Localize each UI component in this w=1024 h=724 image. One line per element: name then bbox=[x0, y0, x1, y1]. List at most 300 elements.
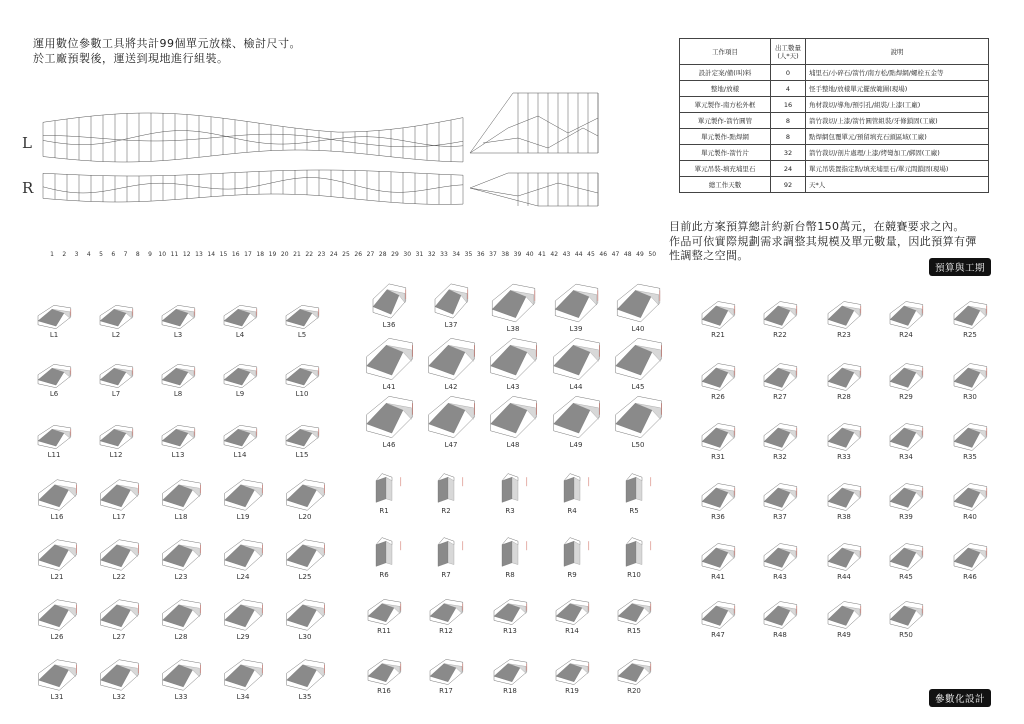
segment-number-ruler bbox=[46, 251, 666, 263]
unit-isometric-drawing bbox=[614, 598, 654, 626]
intro-text bbox=[33, 36, 301, 66]
unit-isometric-drawing bbox=[824, 482, 864, 512]
unit-label: L6 bbox=[49, 390, 59, 398]
unit-isometric-drawing bbox=[34, 304, 74, 330]
unit-label: R16 bbox=[377, 687, 391, 695]
unit-label: L11 bbox=[47, 451, 61, 459]
unit-module bbox=[364, 658, 404, 695]
strip-curve bbox=[43, 113, 463, 132]
unit-module bbox=[614, 534, 654, 579]
unit-module bbox=[282, 658, 328, 701]
unit-module bbox=[490, 470, 530, 515]
unit-module bbox=[96, 363, 136, 398]
unit-isometric-drawing bbox=[361, 394, 417, 440]
strip-curve bbox=[43, 150, 463, 162]
col-header-desc: 說明 bbox=[806, 39, 989, 65]
budget-line-2: 作品可依實際規劃需求調整其規模及單元數量，因此預算有彈 bbox=[669, 234, 977, 248]
segment-number: 28 bbox=[378, 251, 387, 258]
unit-label: L43 bbox=[506, 383, 520, 391]
segment-number: 42 bbox=[550, 251, 559, 258]
segment-number: 17 bbox=[244, 251, 252, 258]
schedule-row bbox=[680, 97, 989, 113]
unit-label: R25 bbox=[963, 331, 977, 339]
unit-module bbox=[485, 336, 541, 391]
unit-label: R10 bbox=[627, 571, 641, 579]
schedule-desc-cell: 埔里石/小碎石/箭竹/南方松/點焊網/螺栓五金等 bbox=[806, 65, 989, 81]
unit-isometric-drawing bbox=[824, 542, 864, 572]
unit-isometric-drawing bbox=[220, 304, 260, 330]
strip-curve bbox=[470, 93, 598, 153]
unit-isometric-drawing bbox=[950, 422, 990, 452]
segment-number: 5 bbox=[99, 251, 103, 258]
unit-label: R35 bbox=[963, 453, 977, 461]
unit-module bbox=[158, 598, 204, 641]
segment-number: 27 bbox=[366, 251, 375, 258]
unit-label: R3 bbox=[505, 507, 515, 515]
unit-module bbox=[96, 598, 142, 641]
unit-module bbox=[698, 542, 738, 581]
schedule-count-cell: 16 bbox=[771, 97, 806, 113]
segment-number: 9 bbox=[148, 251, 152, 258]
unit-label: L23 bbox=[174, 573, 188, 581]
unit-module bbox=[950, 422, 990, 461]
segment-number: 40 bbox=[525, 251, 534, 258]
unit-label: R13 bbox=[503, 627, 517, 635]
schedule-count-cell: 8 bbox=[771, 129, 806, 145]
unit-isometric-drawing bbox=[552, 658, 592, 686]
strip-curve bbox=[470, 183, 598, 196]
unit-isometric-drawing bbox=[158, 424, 198, 450]
schedule-count-cell: 4 bbox=[771, 81, 806, 97]
unit-isometric-drawing bbox=[426, 534, 466, 570]
unit-module bbox=[34, 598, 80, 641]
unit-module bbox=[282, 538, 328, 581]
unit-face-light bbox=[574, 477, 580, 500]
unit-isometric-drawing bbox=[426, 598, 466, 626]
unit-label: L4 bbox=[235, 331, 245, 339]
schedule-count-cell: 24 bbox=[771, 161, 806, 177]
schedule-row bbox=[680, 129, 989, 145]
unit-isometric-drawing bbox=[610, 336, 666, 382]
unit-isometric-drawing bbox=[423, 336, 479, 382]
unit-module bbox=[552, 598, 592, 635]
unit-label: L41 bbox=[382, 383, 396, 391]
unit-label: L18 bbox=[174, 513, 188, 521]
unit-module bbox=[760, 300, 800, 339]
unit-module bbox=[158, 363, 198, 398]
unit-module bbox=[220, 424, 260, 459]
unit-label: L24 bbox=[236, 573, 250, 581]
unit-label: L48 bbox=[506, 441, 520, 449]
col-header-count: 出工數量 (人*天) bbox=[771, 39, 806, 65]
unit-isometric-drawing bbox=[96, 658, 142, 692]
unit-isometric-drawing bbox=[34, 538, 80, 572]
unit-label: R11 bbox=[377, 627, 391, 635]
segment-number: 33 bbox=[440, 251, 448, 258]
unit-face-light bbox=[448, 541, 454, 564]
unit-module bbox=[220, 478, 266, 521]
unit-isometric-drawing bbox=[760, 482, 800, 512]
unit-label: L1 bbox=[49, 331, 59, 339]
unit-isometric-drawing bbox=[886, 600, 926, 630]
segment-number: 30 bbox=[403, 251, 412, 258]
unit-label: R43 bbox=[773, 573, 787, 581]
schedule-desc-cell: 箭竹裁切/剖片處理/上漆/烤彎加工/綁固(工廠) bbox=[806, 145, 989, 161]
unit-isometric-drawing bbox=[485, 394, 541, 440]
unit-module bbox=[361, 394, 417, 449]
unit-module bbox=[886, 422, 926, 461]
unit-label: L45 bbox=[631, 383, 645, 391]
unit-module bbox=[760, 362, 800, 401]
unit-label: R48 bbox=[773, 631, 787, 639]
schedule-header-row bbox=[680, 39, 989, 65]
unit-label: R34 bbox=[899, 453, 913, 461]
unit-label: R38 bbox=[837, 513, 851, 521]
schedule-row bbox=[680, 161, 989, 177]
unit-face-light bbox=[512, 541, 518, 564]
unit-module bbox=[950, 300, 990, 339]
schedule-item-cell: 總工作天數 bbox=[680, 177, 771, 193]
schedule-count-cell: 32 bbox=[771, 145, 806, 161]
unit-isometric-drawing bbox=[34, 363, 74, 389]
unit-isometric-drawing bbox=[158, 658, 204, 692]
segment-number: 25 bbox=[342, 251, 350, 258]
unit-module bbox=[552, 534, 592, 579]
schedule-desc-cell: 天*人 bbox=[806, 177, 989, 193]
schedule-row bbox=[680, 177, 989, 193]
unit-isometric-drawing bbox=[34, 424, 74, 450]
unit-isometric-drawing bbox=[490, 534, 530, 570]
unit-face-light bbox=[386, 477, 392, 500]
unit-label: R2 bbox=[441, 507, 451, 515]
unit-label: L28 bbox=[174, 633, 188, 641]
budget-text bbox=[669, 220, 989, 264]
unit-label: L50 bbox=[631, 441, 645, 449]
unit-isometric-drawing bbox=[158, 478, 204, 512]
unit-face-light bbox=[636, 541, 642, 564]
unit-label: L8 bbox=[173, 390, 183, 398]
unit-label: L44 bbox=[569, 383, 583, 391]
unit-label: R44 bbox=[837, 573, 851, 581]
unit-label: L38 bbox=[506, 325, 520, 333]
unit-label: L3 bbox=[173, 331, 183, 339]
unit-module bbox=[824, 300, 864, 339]
segment-number: 24 bbox=[329, 251, 338, 258]
unit-module bbox=[698, 300, 738, 339]
unit-label: L37 bbox=[444, 321, 458, 329]
schedule-item-cell: 設計定案/備(叫)料 bbox=[680, 65, 771, 81]
unit-module bbox=[485, 394, 541, 449]
unit-label: R18 bbox=[503, 687, 517, 695]
unit-label: L20 bbox=[298, 513, 312, 521]
unit-isometric-drawing bbox=[426, 658, 466, 686]
unit-module bbox=[698, 600, 738, 639]
unit-module bbox=[614, 598, 654, 635]
unit-module bbox=[610, 394, 666, 449]
unit-module bbox=[282, 304, 322, 339]
unit-isometric-drawing bbox=[158, 304, 198, 330]
unit-isometric-drawing bbox=[548, 394, 604, 440]
unit-label: R20 bbox=[627, 687, 641, 695]
unit-face-dark bbox=[376, 477, 386, 502]
unit-module bbox=[950, 542, 990, 581]
schedule-count-cell: 8 bbox=[771, 113, 806, 129]
unit-isometric-drawing bbox=[364, 598, 404, 626]
unit-label: R6 bbox=[379, 571, 389, 579]
segment-number: 12 bbox=[182, 251, 191, 258]
schedule-item-cell: 單元製作-南方松外框 bbox=[680, 97, 771, 113]
segment-number: 50 bbox=[648, 251, 657, 258]
unit-module bbox=[423, 336, 479, 391]
unit-face-dark bbox=[626, 477, 636, 502]
unit-label: R15 bbox=[627, 627, 641, 635]
unit-isometric-drawing bbox=[426, 470, 466, 506]
unit-isometric-drawing bbox=[364, 470, 404, 506]
unit-module bbox=[824, 482, 864, 521]
segment-number: 39 bbox=[513, 251, 522, 258]
schedule-count-cell: 92 bbox=[771, 177, 806, 193]
unit-module bbox=[96, 478, 142, 521]
unit-label: R37 bbox=[773, 513, 787, 521]
unit-label: R27 bbox=[773, 393, 787, 401]
unit-isometric-drawing bbox=[490, 598, 530, 626]
segment-number: 2 bbox=[62, 251, 67, 258]
schedule-item-cell: 單元製作-點焊網 bbox=[680, 129, 771, 145]
unit-module bbox=[760, 542, 800, 581]
unit-label: L39 bbox=[569, 325, 583, 333]
unit-isometric-drawing bbox=[158, 363, 198, 389]
unit-isometric-drawing bbox=[487, 282, 539, 324]
unit-module bbox=[34, 424, 74, 459]
unit-module bbox=[552, 658, 592, 695]
segment-number: 19 bbox=[268, 251, 277, 258]
budget-schedule-tag: 預算與工期 bbox=[929, 258, 991, 276]
segment-number: 22 bbox=[305, 251, 314, 258]
segment-number: 11 bbox=[170, 251, 179, 258]
unit-module bbox=[220, 658, 266, 701]
unit-label: R7 bbox=[441, 571, 451, 579]
unit-module bbox=[550, 282, 602, 333]
unit-isometric-drawing bbox=[364, 534, 404, 570]
schedule-desc-cell: 箭竹裁切/上漆/箭竹圓管組裝/牙條鎖固(工廠) bbox=[806, 113, 989, 129]
segment-number: 3 bbox=[74, 251, 79, 258]
schedule-row bbox=[680, 145, 989, 161]
unit-label: L49 bbox=[569, 441, 583, 449]
segment-number: 26 bbox=[354, 251, 363, 258]
unit-module bbox=[886, 362, 926, 401]
unit-module bbox=[426, 470, 466, 515]
unit-label: R22 bbox=[773, 331, 787, 339]
unit-label: R30 bbox=[963, 393, 977, 401]
schedule-count-cell: 0 bbox=[771, 65, 806, 81]
unit-isometric-drawing bbox=[698, 362, 738, 392]
segment-number: 14 bbox=[207, 251, 216, 258]
unit-label: R26 bbox=[711, 393, 725, 401]
parametric-design-tag: 參數化設計 bbox=[929, 689, 991, 707]
unit-isometric-drawing bbox=[950, 542, 990, 572]
unit-isometric-drawing bbox=[824, 300, 864, 330]
unit-isometric-drawing bbox=[698, 422, 738, 452]
unit-module bbox=[614, 470, 654, 515]
segment-number: 32 bbox=[427, 251, 436, 258]
unit-label: R12 bbox=[439, 627, 453, 635]
unit-module bbox=[950, 362, 990, 401]
schedule-row bbox=[680, 113, 989, 129]
unit-label: L5 bbox=[297, 331, 307, 339]
unit-label: R32 bbox=[773, 453, 787, 461]
unit-isometric-drawing bbox=[96, 424, 136, 450]
unit-isometric-drawing bbox=[950, 300, 990, 330]
unit-isometric-drawing bbox=[282, 363, 322, 389]
segment-number: 45 bbox=[587, 251, 595, 258]
unit-isometric-drawing bbox=[96, 538, 142, 572]
budget-line-3: 性調整之空間。 bbox=[669, 249, 749, 262]
unit-module bbox=[426, 534, 466, 579]
unit-module bbox=[364, 470, 404, 515]
schedule-desc-cell: 點焊網包覆單元/預留填充石頭區域(工廠) bbox=[806, 129, 989, 145]
unit-label: R47 bbox=[711, 631, 725, 639]
unit-isometric-drawing bbox=[220, 424, 260, 450]
unit-isometric-drawing bbox=[612, 282, 664, 324]
unit-module bbox=[34, 478, 80, 521]
strip-elevation-left bbox=[43, 93, 598, 162]
unit-module bbox=[490, 598, 530, 635]
unit-module bbox=[426, 598, 466, 635]
unit-label: L34 bbox=[236, 693, 250, 701]
unit-label: L36 bbox=[382, 321, 396, 329]
unit-isometric-drawing bbox=[886, 542, 926, 572]
unit-module bbox=[614, 658, 654, 695]
segment-number: 49 bbox=[636, 251, 644, 258]
unit-module bbox=[282, 363, 322, 398]
segment-number: 44 bbox=[574, 251, 583, 258]
unit-isometric-drawing bbox=[552, 598, 592, 626]
segment-number: 41 bbox=[538, 251, 546, 258]
unit-label: R21 bbox=[711, 331, 725, 339]
unit-module bbox=[34, 363, 74, 398]
unit-face-dark bbox=[438, 477, 448, 502]
unit-module bbox=[34, 538, 80, 581]
unit-module bbox=[760, 422, 800, 461]
unit-label: R41 bbox=[711, 573, 725, 581]
unit-module bbox=[220, 304, 260, 339]
schedule-item-cell: 單元製作-箭竹圓管 bbox=[680, 113, 771, 129]
segment-number: 29 bbox=[391, 251, 399, 258]
unit-face-dark bbox=[564, 541, 574, 566]
unit-label: R33 bbox=[837, 453, 851, 461]
unit-isometric-drawing bbox=[364, 658, 404, 686]
unit-isometric-drawing bbox=[158, 598, 204, 632]
unit-isometric-drawing bbox=[369, 282, 409, 320]
unit-isometric-drawing bbox=[950, 362, 990, 392]
unit-isometric-drawing bbox=[886, 422, 926, 452]
unit-module bbox=[34, 304, 74, 339]
unit-module bbox=[610, 336, 666, 391]
unit-label: L31 bbox=[50, 693, 64, 701]
unit-isometric-drawing bbox=[614, 534, 654, 570]
unit-module bbox=[158, 538, 204, 581]
unit-isometric-drawing bbox=[282, 478, 328, 512]
unit-label: L47 bbox=[444, 441, 458, 449]
unit-label: R29 bbox=[899, 393, 913, 401]
unit-label: L15 bbox=[295, 451, 309, 459]
unit-module bbox=[760, 600, 800, 639]
unit-label: L21 bbox=[50, 573, 64, 581]
unit-label: L14 bbox=[233, 451, 247, 459]
unit-module bbox=[158, 658, 204, 701]
strip-curve bbox=[483, 128, 598, 148]
schedule-row bbox=[680, 65, 989, 81]
unit-isometric-drawing bbox=[220, 538, 266, 572]
intro-line-2: 於工廠預製後，運送到現地進行組裝。 bbox=[33, 52, 229, 65]
unit-module bbox=[361, 336, 417, 391]
unit-isometric-drawing bbox=[614, 470, 654, 506]
unit-label: L30 bbox=[298, 633, 312, 641]
segment-number: 35 bbox=[464, 251, 473, 258]
unit-module bbox=[96, 538, 142, 581]
row-label-right: R bbox=[22, 179, 34, 197]
unit-isometric-drawing bbox=[552, 534, 592, 570]
unit-isometric-drawing bbox=[886, 300, 926, 330]
unit-label: L13 bbox=[171, 451, 185, 459]
unit-module bbox=[950, 482, 990, 521]
segment-number: 7 bbox=[123, 251, 128, 258]
unit-face-dark bbox=[564, 477, 574, 502]
unit-module bbox=[96, 658, 142, 701]
unit-label: R1 bbox=[379, 507, 389, 515]
unit-isometric-drawing bbox=[610, 394, 666, 440]
unit-isometric-drawing bbox=[361, 336, 417, 382]
schedule-item-cell: 單元吊裝-填充埔里石 bbox=[680, 161, 771, 177]
strip-curve bbox=[470, 116, 598, 153]
unit-module bbox=[824, 542, 864, 581]
unit-label: R14 bbox=[565, 627, 579, 635]
unit-module bbox=[220, 598, 266, 641]
unit-label: R17 bbox=[439, 687, 453, 695]
unit-label: L25 bbox=[298, 573, 312, 581]
unit-label: L29 bbox=[236, 633, 250, 641]
unit-isometric-drawing bbox=[220, 363, 260, 389]
unit-isometric-drawing bbox=[220, 658, 266, 692]
unit-label: R36 bbox=[711, 513, 725, 521]
unit-label: L32 bbox=[112, 693, 126, 701]
unit-module bbox=[824, 362, 864, 401]
unit-label: R24 bbox=[899, 331, 913, 339]
unit-label: R39 bbox=[899, 513, 913, 521]
schedule-table bbox=[679, 38, 989, 193]
unit-label: L33 bbox=[174, 693, 188, 701]
unit-label: L2 bbox=[111, 331, 121, 339]
segment-number: 43 bbox=[562, 251, 571, 258]
unit-isometric-drawing bbox=[34, 598, 80, 632]
unit-label: L27 bbox=[112, 633, 126, 641]
col-header-item: 工作項目 bbox=[680, 39, 771, 65]
segment-number: 46 bbox=[599, 251, 608, 258]
unit-module bbox=[698, 482, 738, 521]
unit-label: L9 bbox=[235, 390, 245, 398]
unit-label: R23 bbox=[837, 331, 851, 339]
unit-isometric-drawing bbox=[886, 362, 926, 392]
unit-module bbox=[886, 482, 926, 521]
unit-label: L46 bbox=[382, 441, 396, 449]
unit-face-dark bbox=[626, 541, 636, 566]
unit-module bbox=[886, 300, 926, 339]
unit-module bbox=[220, 538, 266, 581]
unit-isometric-drawing bbox=[614, 658, 654, 686]
unit-label: R31 bbox=[711, 453, 725, 461]
schedule-item-cell: 整地/放樣 bbox=[680, 81, 771, 97]
strip-curve bbox=[43, 194, 463, 204]
